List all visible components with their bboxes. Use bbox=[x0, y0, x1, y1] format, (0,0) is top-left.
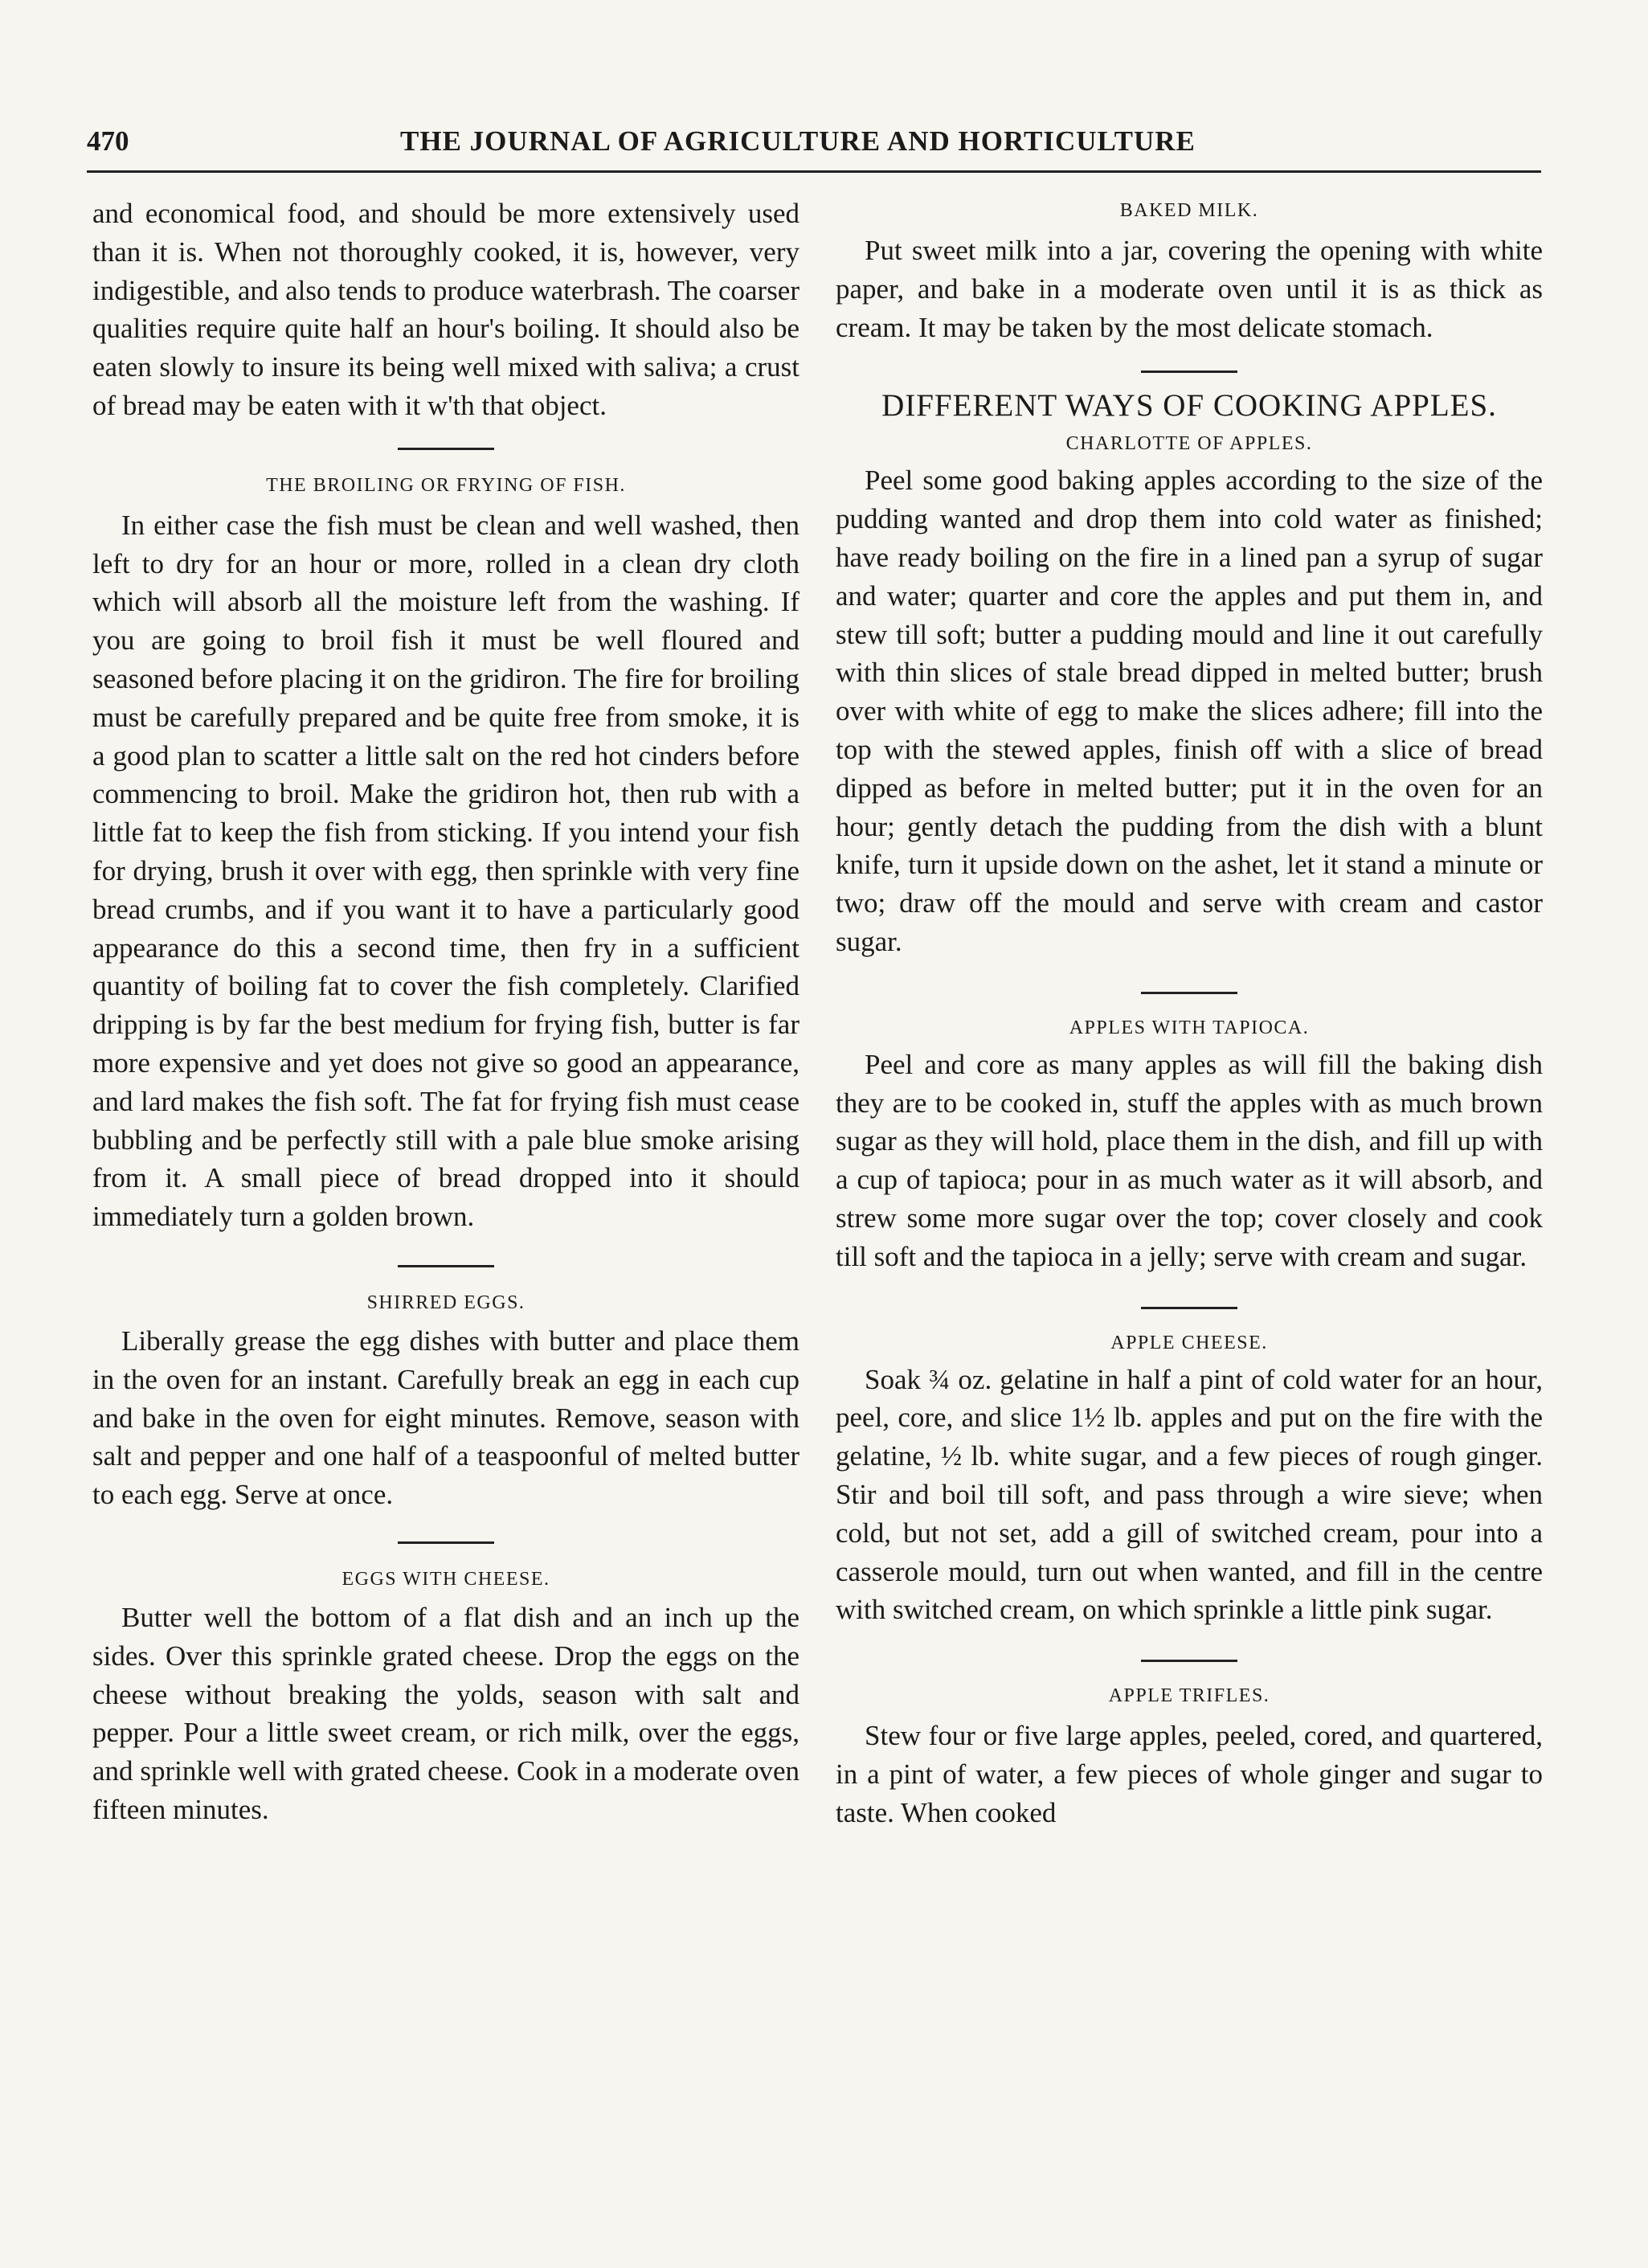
tapioca-paragraph: Peel and core as many apples as will fill the baking dish they are to be cooked in, stuff the apples with as much brown sugar as they will hold, place them in the dish, and fill up with a cup of tapioca; pour in as much water as it will absorb, and strew some more sugar over the top; cover closely and cook till soft and the tapioca in a jelly; serve with cream and sugar. bbox=[836, 1048, 1543, 1272]
tapioca-title: APPLES WITH TAPIOCA. bbox=[1069, 1017, 1310, 1038]
apple-trifles-paragraph: Stew four or five large apples, peeled, cored, and quartered, in a pint of water, a few pieces of whole ginger and sugar to taste. When cooked bbox=[836, 1720, 1543, 1828]
section-divider bbox=[398, 1265, 494, 1267]
page-header bbox=[87, 119, 1541, 167]
section-divider bbox=[1141, 1307, 1237, 1309]
header-rule bbox=[87, 170, 1541, 173]
baked-milk-title: BAKED MILK. bbox=[1119, 200, 1259, 221]
section-divider bbox=[1141, 1660, 1237, 1662]
fish-paragraph: In either case the fish must be clean and well washed, then left to dry for an hour or more, rolled in a clean dry cloth which will absorb all the moisture left from the washing. If you are going to broil fish it must be well floured and seasoned before placing it on the gridiron. The fire for broiling must be carefully prepared and be quite free from smoke, it is a good plan to scatter a little salt on the red hot cinders before commencing to broil. Make the gridiron hot, then rub with a little fat to keep the fish from sticking. If you intend your fish for drying, brush it over with egg, then sprinkle with very fine bread crumbs, and if you want it to have a particularly good appearance do this a second time, then fry in a sufficient quantity of boiling fat to cover the fish completely. Clarified dripping is by far the best medium for frying fish, butter is far more expensive and yet does not give so good an appearance, and lard makes the fish soft. The fat for frying fish must cease bubbling and be perfectly still with a pale blue smoke arising from it. A small piece of bread dropped into it should immediately turn a golden brown. bbox=[92, 509, 799, 1233]
running-title: THE JOURNAL OF AGRICULTURE AND HORTICULTURE bbox=[400, 125, 1196, 157]
right-column bbox=[836, 194, 1543, 1832]
section-divider bbox=[1141, 992, 1237, 994]
continuation-paragraph: and economical food, and should be more extensively used than it is. When not thoroughly cooked, it is, however, very indigestible, and also tends to produce waterbrash. The coarser qualities require quite half an hour's boiling. It should also be eaten slowly to insure its being well mixed with saliva; a crust of bread may be eaten with it w'th that object. bbox=[92, 198, 799, 421]
shirred-eggs-title: SHIRRED EGGS. bbox=[366, 1292, 525, 1313]
section-divider bbox=[398, 448, 494, 450]
section-divider bbox=[1141, 370, 1237, 373]
eggs-cheese-title: EGGS WITH CHEESE. bbox=[341, 1568, 550, 1590]
charlotte-paragraph: Peel some good baking apples according to the size of the pudding wanted and drop them into cold water as finished; have ready boiling on the fire in a lined pan a syrup of sugar and water; quarter and core the apples and put them in, and stew till soft; butter a pudding mould and line it out carefully with thin slices of stale bread dipped in melted butter; brush over with white of egg to make the slices adhere; fill into the top with the stewed apples, finish off with a slice of bread dipped as before in melted butter; put it in the oven for an hour; gently detach the pudding from the dish with a blunt knife, turn it upside down on the ashet, let it stand a minute or two; draw off the mould and serve with cream and castor sugar. bbox=[836, 465, 1543, 957]
apple-cheese-paragraph: Soak ¾ oz. gelatine in half a pint of cold water for an hour, peel, core, and slice 1½ lb. apples and put on the fire with the gelatine, ½ lb. white sugar, and a few pieces of rough ginger. Stir and boil till soft, and pass through a wire sieve; when cold, but not set, add a gill of switched cream, pour into a casserole mould, turn out when wanted, and fill in the centre with switched cream, on which sprinkle a little pink sugar. bbox=[836, 1363, 1543, 1626]
shirred-eggs-paragraph: Liberally grease the egg dishes with butter and place them in the oven for an instant. Carefully break an egg in each cup and bake in the oven for eight minutes. Remove, season with salt and pepper and one half of a teaspoonful of melted butter to each egg. Serve at once. bbox=[92, 1324, 799, 1511]
charlotte-title: CHARLOTTE OF APPLES. bbox=[1065, 433, 1313, 455]
apples-heading: DIFFERENT WAYS OF COOKING APPLES. bbox=[881, 388, 1497, 424]
baked-milk-paragraph: Put sweet milk into a jar, covering the opening with white paper, and bake in a moderate oven until it is as thick as cream. It may be taken by the most delicate stomach. bbox=[836, 235, 1543, 343]
apple-cheese-title: APPLE CHEESE. bbox=[1110, 1332, 1268, 1353]
section-divider bbox=[398, 1541, 494, 1544]
apple-trifles-title: APPLE TRIFLES. bbox=[1108, 1685, 1270, 1707]
page-number: 470 bbox=[87, 125, 129, 157]
fish-section-title: THE BROILING OR FRYING OF FISH. bbox=[266, 474, 626, 496]
eggs-cheese-paragraph: Butter well the bottom of a flat dish and an inch up the sides. Over this sprinkle grated cheese. Drop the eggs on the cheese without breaking the yolds, season with salt and pepper. Pour a little sweet cream, or rich milk, over the eggs, and sprinkle well with grated cheese. Cook in a moderate oven fifteen minutes. bbox=[92, 1601, 799, 1825]
left-column bbox=[92, 194, 799, 1829]
